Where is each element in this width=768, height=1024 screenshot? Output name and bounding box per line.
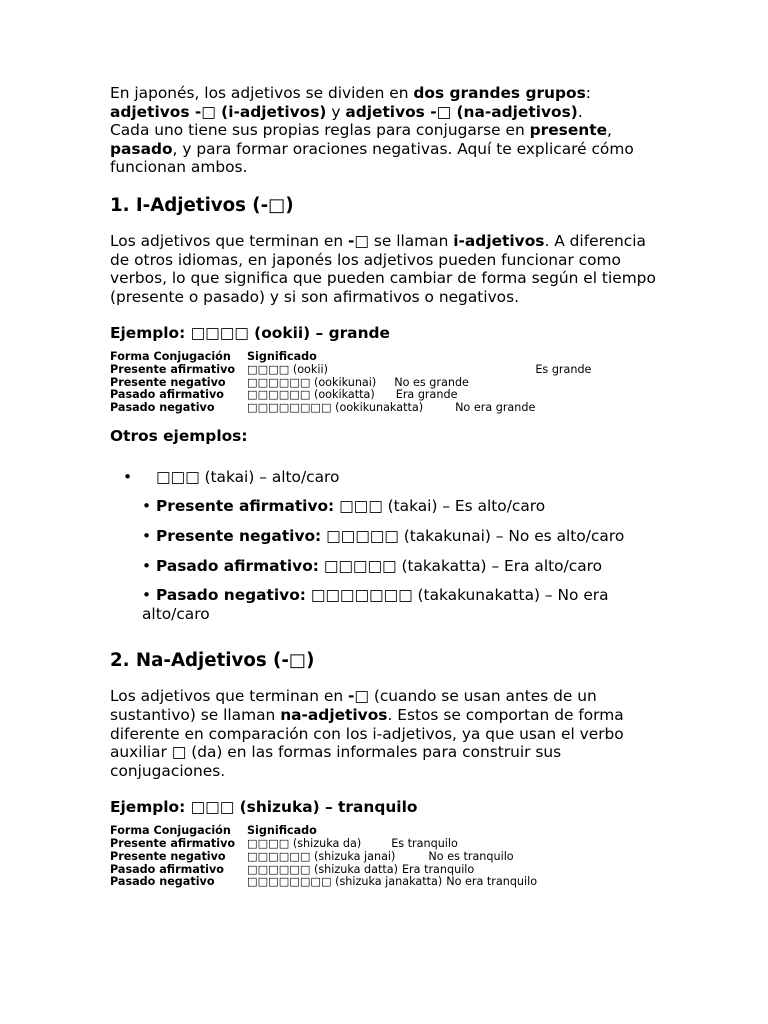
bullet-icon: •: [142, 497, 152, 516]
section-2-paragraph: [110, 687, 670, 780]
table-cell-conjugation: [247, 876, 537, 889]
table-cell-meaning: No era grande: [455, 401, 536, 415]
other-examples-title: Otros ejemplos:: [110, 426, 248, 445]
intro-text-2: :: [585, 84, 591, 102]
intro-paragraph: [110, 84, 670, 177]
sub-item-label: Presente afirmativo:: [156, 497, 335, 516]
s1-para-text-2: se llaman: [368, 231, 454, 250]
intro-text-7: , y para formar oraciones negativas. Aquí te explicaré cómo funcionan ambos.: [110, 139, 634, 177]
intro-bold-i-adjectives: adjetivos -□ (i-adjetivos): [110, 102, 327, 121]
section-2-title: 2. Na-Adjetivos (-□): [110, 650, 315, 672]
table-cell-form: Presente negativo: [110, 849, 226, 863]
bullet-icon: •: [142, 527, 152, 546]
table-cell-meaning: Es grande: [535, 363, 592, 377]
s1-para-bold-term: i-adjetivos: [453, 231, 545, 250]
table-cell-meaning: No es grande: [394, 375, 469, 389]
sub-item-label: Pasado afirmativo:: [156, 556, 319, 575]
conjugation-table-ookii: [110, 351, 591, 415]
table-cell-form: Pasado afirmativo: [110, 862, 224, 876]
intro-text-3: y: [326, 102, 346, 121]
section-1-title: 1. I-Adjetivos (-□): [110, 194, 294, 216]
sub-list-item: [110, 497, 670, 516]
sub-item-text: □□□□□ (takakatta) – Era alto/caro: [318, 556, 603, 575]
table-row: [110, 402, 591, 415]
table-cell-meaning: No era tranquilo: [446, 875, 538, 889]
sub-list-item: [110, 586, 670, 623]
table-row: [110, 876, 537, 889]
table-header-form: Forma Conjugación: [110, 350, 231, 364]
table-conj-text: □□□□ (shizuka da): [247, 837, 362, 851]
table-cell-meaning: No es tranquilo: [428, 849, 514, 863]
table-header-form: Forma Conjugación: [110, 824, 231, 838]
table-header-meaning: Significado: [247, 350, 317, 364]
table-cell-conjugation: □□□□ (ookii): [247, 363, 328, 377]
bullet-icon: •: [142, 556, 152, 575]
list-item-takai: [110, 468, 670, 487]
table-conj-text: □□□□□□ (shizuka datta): [247, 862, 398, 876]
intro-text-4: .: [577, 102, 583, 121]
table-cell-meaning: Era tranquilo: [401, 862, 475, 876]
s2-para-text-3: . Estos se comportan de forma diferente en comparación con los i-adjetivos, ya que usan el verbo auxiliar □ (da) en las formas informales para construir sus conjugaciones.: [110, 706, 624, 780]
section-1-paragraph: [110, 232, 670, 306]
table-conj-text: □□□□□□ (ookikunai): [247, 375, 377, 389]
s1-para-bold-suffix: -□: [347, 231, 369, 250]
document-page: [110, 84, 670, 889]
table-conj-text: □□□□□□□□ (ookikunakatta): [247, 401, 424, 415]
intro-text-5: Cada uno tiene sus propias reglas para conjugarse en: [110, 121, 530, 140]
sub-list-item: [110, 527, 670, 546]
table-cell-form: Pasado negativo: [110, 401, 215, 415]
sub-item-text: □□□□□ (takakunai) – No es alto/caro: [321, 527, 625, 546]
table-header-meaning: Significado: [247, 824, 317, 838]
section-2-example-title: Ejemplo: □□□ (shizuka) – tranquilo: [110, 798, 418, 817]
sub-item-text: □□□□□□□ (takakunakatta) – No era: [305, 586, 609, 605]
s2-para-bold-term: na-adjetivos: [280, 706, 388, 725]
sub-item-label: Presente negativo:: [156, 527, 322, 546]
bullet-icon: •: [142, 586, 152, 605]
intro-bold-present: presente: [529, 121, 608, 140]
intro-bold-past: pasado: [110, 139, 173, 158]
sub-item-text: □□□ (takai) – Es alto/caro: [334, 497, 546, 516]
s2-para-text-1: Los adjetivos que terminan en: [110, 687, 348, 706]
table-cell-form: Pasado negativo: [110, 875, 215, 889]
table-cell-meaning: Era grande: [395, 388, 458, 402]
table-cell-meaning: Es tranquilo: [391, 837, 458, 851]
table-cell-form: Presente negativo: [110, 375, 226, 389]
list-item-text: □□□ (takai) – alto/caro: [156, 467, 340, 486]
intro-text-6: ,: [607, 121, 612, 140]
sub-list-item: [110, 557, 670, 576]
table-cell-form: Presente afirmativo: [110, 837, 236, 851]
intro-text-1: En japonés, los adjetivos se dividen en: [110, 84, 414, 102]
table-cell-form: Pasado afirmativo: [110, 388, 224, 402]
s2-para-text-2: (cuando se usan antes de un sustantivo) se llaman: [110, 687, 597, 725]
s1-para-text-3: . A diferencia de otros idiomas, en japonés los adjetivos pueden funcionar como verbos, lo que significa que pueden cambiar de forma según el tiempo (presente o pasado) y si son afirmativos o negativos.: [110, 231, 656, 306]
intro-bold-na-adjectives: adjetivos -□ (na-adjetivos): [345, 102, 578, 121]
s2-para-bold-suffix: -□: [347, 687, 369, 706]
table-conj-text: □□□□□□ (ookikatta): [247, 388, 375, 402]
table-conj-text: □□□□□□□□ (shizuka janakatta): [247, 875, 443, 889]
bullet-icon: •: [123, 467, 133, 486]
sub-item-text-wrap: alto/caro: [142, 604, 210, 623]
section-1-example-title: Ejemplo: □□□□ (ookii) – grande: [110, 324, 390, 343]
table-cell-conjugation: [247, 402, 535, 415]
sub-item-label: Pasado negativo:: [156, 586, 306, 605]
intro-bold-groups: dos grandes grupos: [413, 84, 586, 102]
table-cell-form: Presente afirmativo: [110, 363, 236, 377]
conjugation-table-shizuka: [110, 825, 537, 889]
table-conj-text: □□□□□□ (shizuka janai): [247, 849, 396, 863]
s1-para-text-1: Los adjetivos que terminan en: [110, 231, 348, 250]
